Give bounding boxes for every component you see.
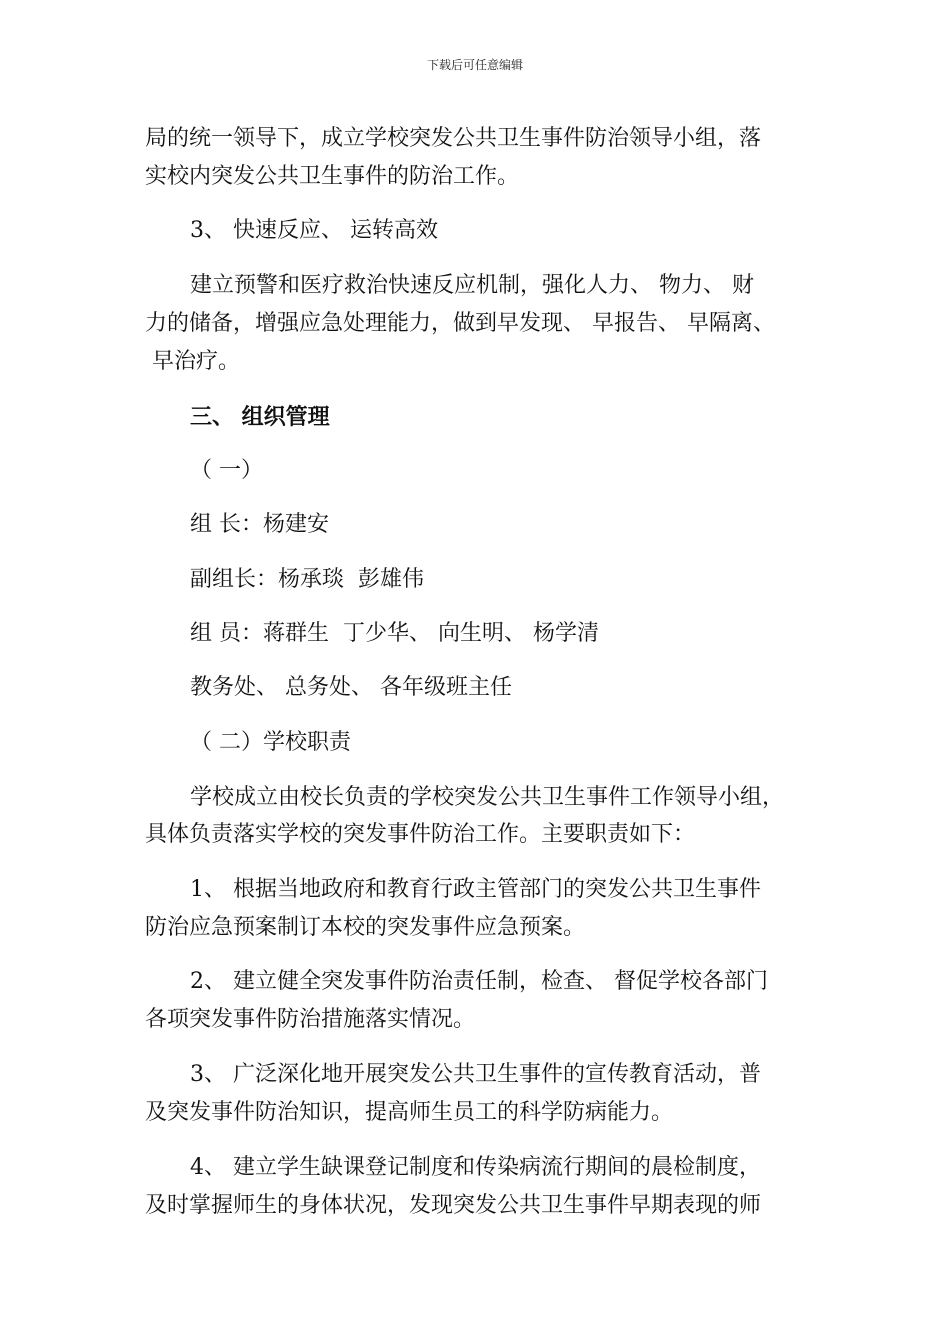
text-line: 3、 广泛深化地开展突发公共卫生事件的宣传教育活动，普 bbox=[190, 1062, 761, 1087]
text-line: 防治应急预案制订本校的突发事件应急预案。 bbox=[145, 915, 586, 940]
text-line: 实校内突发公共卫生事件的防治工作。 bbox=[145, 164, 520, 189]
text-line: 副组长：杨承琰 彭雄伟 bbox=[190, 567, 424, 592]
text-line: 1、 根据当地政府和教育行政主管部门的突发公共卫生事件 bbox=[190, 877, 761, 902]
text-line: 及时掌握师生的身体状况，发现突发公共卫生事件早期表现的师 bbox=[145, 1193, 762, 1218]
page-header-note: 下载后可任意编辑 bbox=[426, 58, 523, 72]
text-line: 组 员：蒋群生 丁少华、 向生明、 杨学清 bbox=[190, 621, 599, 646]
text-line: （ 一） bbox=[190, 458, 263, 483]
text-line: 3、 快速反应、 运转高效 bbox=[190, 218, 438, 243]
text-line: 早治疗。 bbox=[145, 349, 240, 374]
text-line: 组 长：杨建安 bbox=[190, 512, 329, 537]
text-line: 2、 建立健全突发事件防治责任制，检查、 督促学校各部门 bbox=[190, 969, 768, 994]
text-line: 学校成立由校长负责的学校突发公共卫生事件工作领导小组， bbox=[190, 785, 785, 810]
text-line: 各项突发事件防治措施落实情况。 bbox=[145, 1007, 476, 1032]
text-line: 及突发事件防治知识，提高师生员工的科学防病能力。 bbox=[145, 1100, 674, 1125]
text-line: （ 二）学校职责 bbox=[190, 730, 351, 755]
text-line: 具体负责落实学校的突发事件防治工作。主要职责如下： bbox=[145, 822, 696, 847]
text-line: 局的统一领导下，成立学校突发公共卫生事件防治领导小组，落 bbox=[145, 126, 762, 151]
text-line: 建立预警和医疗救治快速反应机制，强化人力、 物力、 财 bbox=[190, 273, 754, 298]
text-line: 教务处、 总务处、 各年级班主任 bbox=[190, 675, 512, 700]
text-line: 4、 建立学生缺课登记制度和传染病流行期间的晨检制度， bbox=[190, 1155, 761, 1180]
text-line: 力的储备，增强应急处理能力，做到早发现、 早报告、 早隔离、 bbox=[145, 311, 775, 336]
section-heading: 三、 组织管理 bbox=[190, 404, 330, 430]
